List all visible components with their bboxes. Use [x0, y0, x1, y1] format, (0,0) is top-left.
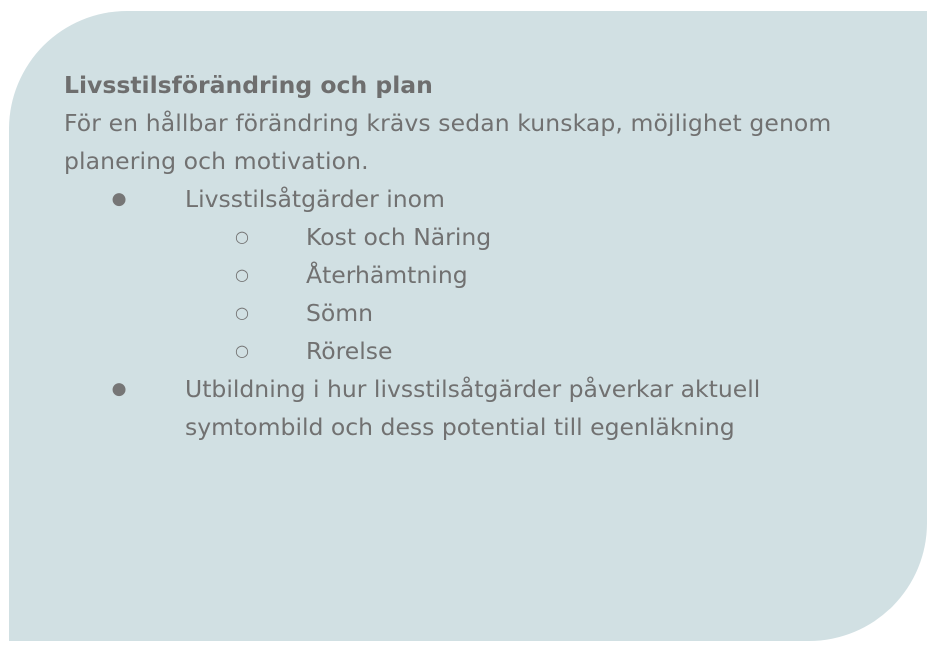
sub-list-item-label: Rörelse — [306, 337, 393, 365]
sub-list-item — [185, 256, 894, 294]
bullet-circle-icon: ○ — [235, 303, 249, 322]
sub-list-item-label: Återhämtning — [306, 261, 468, 289]
sub-list-item — [185, 218, 894, 256]
sub-list-item-label: Sömn — [306, 299, 374, 327]
card-intro: För en hållbar förändring krävs sedan kunskap, möjlighet genom planering och motivation. — [64, 109, 832, 175]
card-title: Livsstilsförändring och plan — [64, 71, 433, 99]
sub-list-item — [185, 294, 894, 332]
list-item-label: Utbildning i hur livsstilsåtgärder påverkar aktuell symtombild och dess potential till egenläkning — [185, 375, 761, 441]
card-content — [64, 66, 894, 446]
info-card — [9, 11, 927, 641]
bullet-circle-icon: ○ — [235, 341, 249, 360]
bullet-dot-icon: ● — [111, 379, 127, 399]
list-item — [64, 370, 894, 446]
list-item-label: Livsstilsåtgärder inom — [185, 185, 445, 213]
sub-list — [64, 218, 894, 370]
bullet-list — [64, 180, 894, 446]
bullet-circle-icon: ○ — [235, 227, 249, 246]
sub-list-item — [185, 332, 894, 370]
bullet-circle-icon: ○ — [235, 265, 249, 284]
sub-list-item-label: Kost och Näring — [306, 223, 492, 251]
bullet-dot-icon: ● — [111, 189, 127, 209]
list-item — [64, 180, 894, 370]
